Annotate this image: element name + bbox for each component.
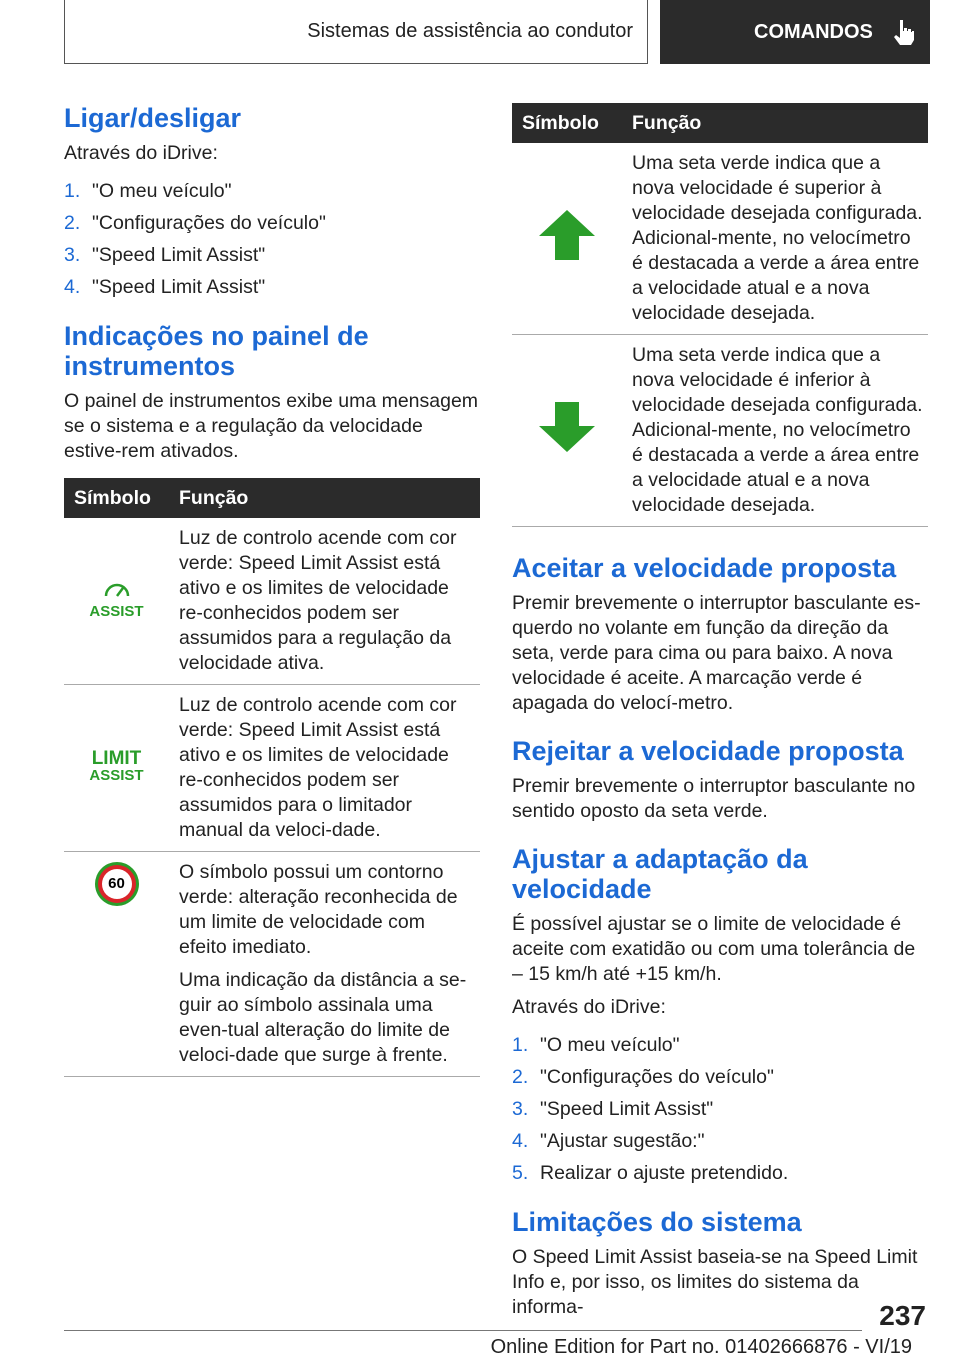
list-item: 4. "Ajustar sugestão:" (512, 1130, 705, 1152)
paragraph-limitacoes: O Speed Limit Assist baseia-se na Speed Limit Info e, por isso, os limites do sistema da informa- (512, 1246, 918, 1318)
section-title: Sistemas de assistência ao condutor (64, 0, 648, 64)
assist-gauge-icon: ASSIST (89, 579, 143, 619)
table-header-row (64, 478, 480, 518)
heading-indicacoes: Indicações no painel de instrumentos (64, 321, 369, 381)
heading-limitacoes: Limitações do sistema (512, 1207, 802, 1237)
intro-text: Através do iDrive: (64, 142, 218, 164)
symbol-cell (64, 518, 169, 685)
symbol-cell (64, 852, 169, 1077)
symbol-cell (64, 685, 169, 852)
symbol-cell (512, 143, 622, 335)
edition-note: Online Edition for Part no. 01402666876 - VI/19 (490, 1336, 912, 1358)
function-cell: Uma seta verde indica que a nova velocidade é superior à velocidade desejada configurada. Adicional-mente, no velocímetro é destacada a verde a área entre a velocidade atual e a nova velocidade desejada. (622, 143, 928, 335)
function-cell: Luz de controlo acende com cor verde: Speed Limit Assist está ativo e os limites de velocidade re-conhecidos podem ser assumidos para o limitador manual da veloci-dade. (169, 685, 480, 852)
paragraph-rejeitar: Premir brevemente o interruptor basculante no sentido oposto da seta verde. (512, 775, 916, 822)
page-number: 237 (879, 1300, 926, 1331)
list-item: 2. "Configurações do veículo" (512, 1066, 774, 1088)
list-item: 1. "O meu veículo" (64, 180, 232, 202)
paragraph-ajustar: É possível ajustar se o limite de velocidade é aceite com exatidão ou com uma tolerância de – 15 km/h até +15 km/h. (512, 913, 916, 985)
heading-aceitar: Aceitar a velocidade proposta (512, 553, 897, 583)
list-item: 4. "Speed Limit Assist" (64, 276, 266, 298)
table-row (64, 852, 480, 1077)
function-cell: O símbolo possui um contorno verde: alteração reconhecida de um limite de velocidade com efeito imediato. Uma indicação da distância a se-guir ao símbolo assinala uma even-tual alteração do limite de veloci-dade que surge à frente. (169, 852, 480, 1077)
heading-ligar-desligar: Ligar/desligar (64, 103, 242, 133)
chapter-tab (660, 0, 930, 64)
chapter-title: COMANDOS (754, 20, 873, 43)
arrow-symbol-table (512, 103, 928, 527)
list-item: 2. "Configurações do veículo" (64, 212, 326, 234)
column-header-function: Função (622, 103, 928, 143)
symbol-table (64, 478, 480, 1077)
table-header-row (512, 103, 928, 143)
function-cell: Uma seta verde indica que a nova velocidade é inferior à velocidade desejada configurada. Adicional-mente, no velocímetro é destacada a verde a área entre a velocidade atual e a nova velocidade desejada. (622, 335, 928, 527)
steps-list (512, 1029, 928, 1189)
page-header (64, 0, 930, 64)
table-row (64, 685, 480, 852)
table-row (512, 143, 928, 335)
list-item: 3. "Speed Limit Assist" (64, 244, 266, 266)
steps-list (64, 175, 480, 303)
symbol-cell (512, 335, 622, 527)
function-cell: Luz de controlo acende com cor verde: Speed Limit Assist está ativo e os limites de velocidade re-conhecidos podem ser assumidos para a regulação da velocidade ativa. (169, 518, 480, 685)
footer-divider (64, 1330, 862, 1331)
table-row (512, 335, 928, 527)
heading-rejeitar: Rejeitar a velocidade proposta (512, 736, 904, 766)
limit-assist-icon: LIMIT ASSIST (89, 748, 144, 784)
paragraph-aceitar: Premir brevemente o interruptor basculante es-querdo no volante em função da direção da seta, verde para cima ou para baixo. A nova velocidade é aceite. A marcação verde é apagada do velocí-metro. (512, 592, 921, 714)
paragraph-indicacoes: O painel de instrumentos exibe uma mensagem se o sistema e a regulação da velocidade estive-rem ativados. (64, 390, 479, 462)
column-header-symbol: Símbolo (64, 478, 169, 518)
intro-text: Através do iDrive: (512, 996, 666, 1018)
list-item: 1. "O meu veículo" (512, 1034, 680, 1056)
column-header-symbol: Símbolo (512, 103, 622, 143)
green-arrow-down-icon (539, 402, 595, 452)
table-row (64, 518, 480, 685)
left-column (64, 103, 480, 1077)
list-item: 3. "Speed Limit Assist" (512, 1098, 714, 1120)
hand-pointer-icon (893, 19, 915, 45)
right-column (512, 103, 928, 1320)
list-item: 5. Realizar o ajuste pretendido. (512, 1162, 789, 1184)
speed-60-sign-icon: 60 (95, 862, 139, 906)
heading-ajustar: Ajustar a adaptação da velocidade (512, 844, 808, 904)
green-arrow-up-icon (539, 210, 595, 260)
column-header-function: Função (169, 478, 480, 518)
